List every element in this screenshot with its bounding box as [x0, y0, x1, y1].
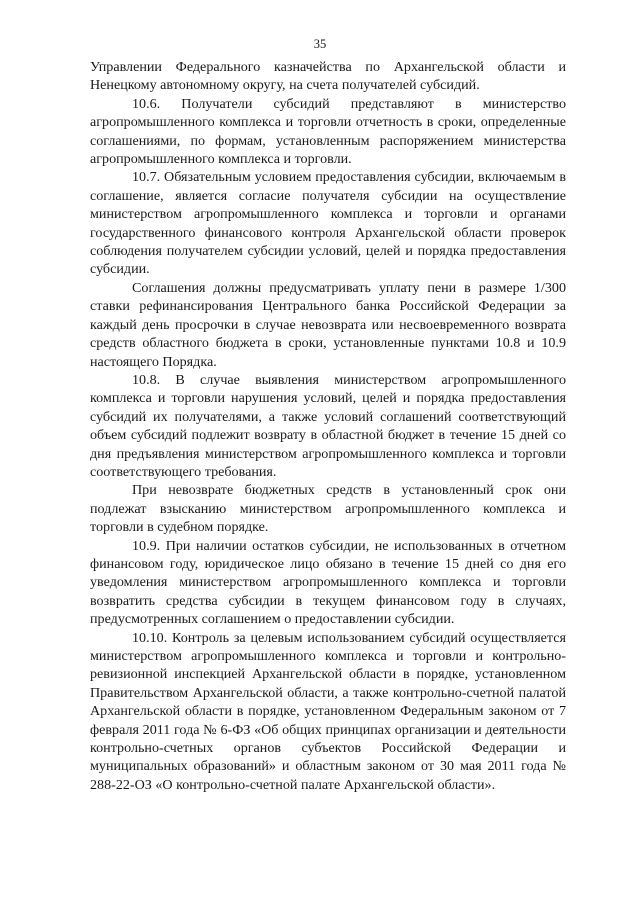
paragraph-10-9: 10.9. При наличии остатков субсидии, не использованных в отчетном финансовом году, юридическое лицо обязано в течение 15 дней со дня его уведомления министерством агропромышленного комплекса и торговли возвратить средства субсидии в текущем финансовом году в случаях, предусмотренных соглашением о предоставлении субсидии.	[90, 537, 566, 628]
paragraph-penalty-terms: Соглашения должны предусматривать уплату пени в размере 1/300 ставки рефинансирования Центрального банка Российской Федерации за каждый день просрочки в случае невозврата или несвоевременного возврата средств областного бюджета в сроки, установленные пунктами 10.8 и 10.9 настоящего Порядка.	[90, 279, 566, 370]
paragraph-10-8: 10.8. В случае выявления министерством агропромышленного комплекса и торговли нарушения условий, целей и порядка предоставления субсидий их получателями, а также условий соглашений соответствующий объем субсидий подлежит возврату в областной бюджет в течение 15 дней со дня предъявления министерством агропромышленного комплекса и торговли соответствующего требования.	[90, 371, 566, 480]
paragraph-continuation: Управлении Федерального казначейства по Архангельской области и Ненецкому автономному округу, на счета получателей субсидий.	[90, 59, 566, 94]
paragraph-10-10: 10.10. Контроль за целевым использованием субсидий осуществляется министерством агропромышленного комплекса и торговли и контрольно-ревизионной инспекцией Архангельской области в порядке, установленном Правительством Архангельской области, а также контрольно-счетной палатой Архангельской области в порядке, установленном Федеральным законом от 7 февраля 2011 года № 6-ФЗ «Об общих принципах организации и деятельности контрольно-счетных органов субъектов Российской Федерации и муниципальных образований» и областным законом от 30 мая 2011 года № 288-22-ОЗ «О контрольно-счетной палате Архангельской области».	[90, 629, 566, 793]
paragraph-recovery: При невозврате бюджетных средств в установленный срок они подлежат взысканию министерством агропромышленного комплекса и торговли в судебном порядке.	[90, 482, 566, 536]
paragraph-10-6: 10.6. Получатели субсидий представляют в министерство агропромышленного комплекса и торговли отчетность в сроки, определенные соглашениями, по формам, установленным распоряжением министерства агропромышленного комплекса и торговли.	[90, 95, 566, 168]
paragraph-10-7: 10.7. Обязательным условием предоставления субсидии, включаемым в соглашение, является согласие получателя субсидии на осуществление министерством агропромышленного комплекса и торговли и органами государственного финансового контроля Архангельской области проверок соблюдения получателем субсидии условий, целей и порядка предоставления субсидии.	[90, 169, 566, 278]
document-body	[90, 58, 566, 794]
page-number: 35	[313, 37, 327, 51]
